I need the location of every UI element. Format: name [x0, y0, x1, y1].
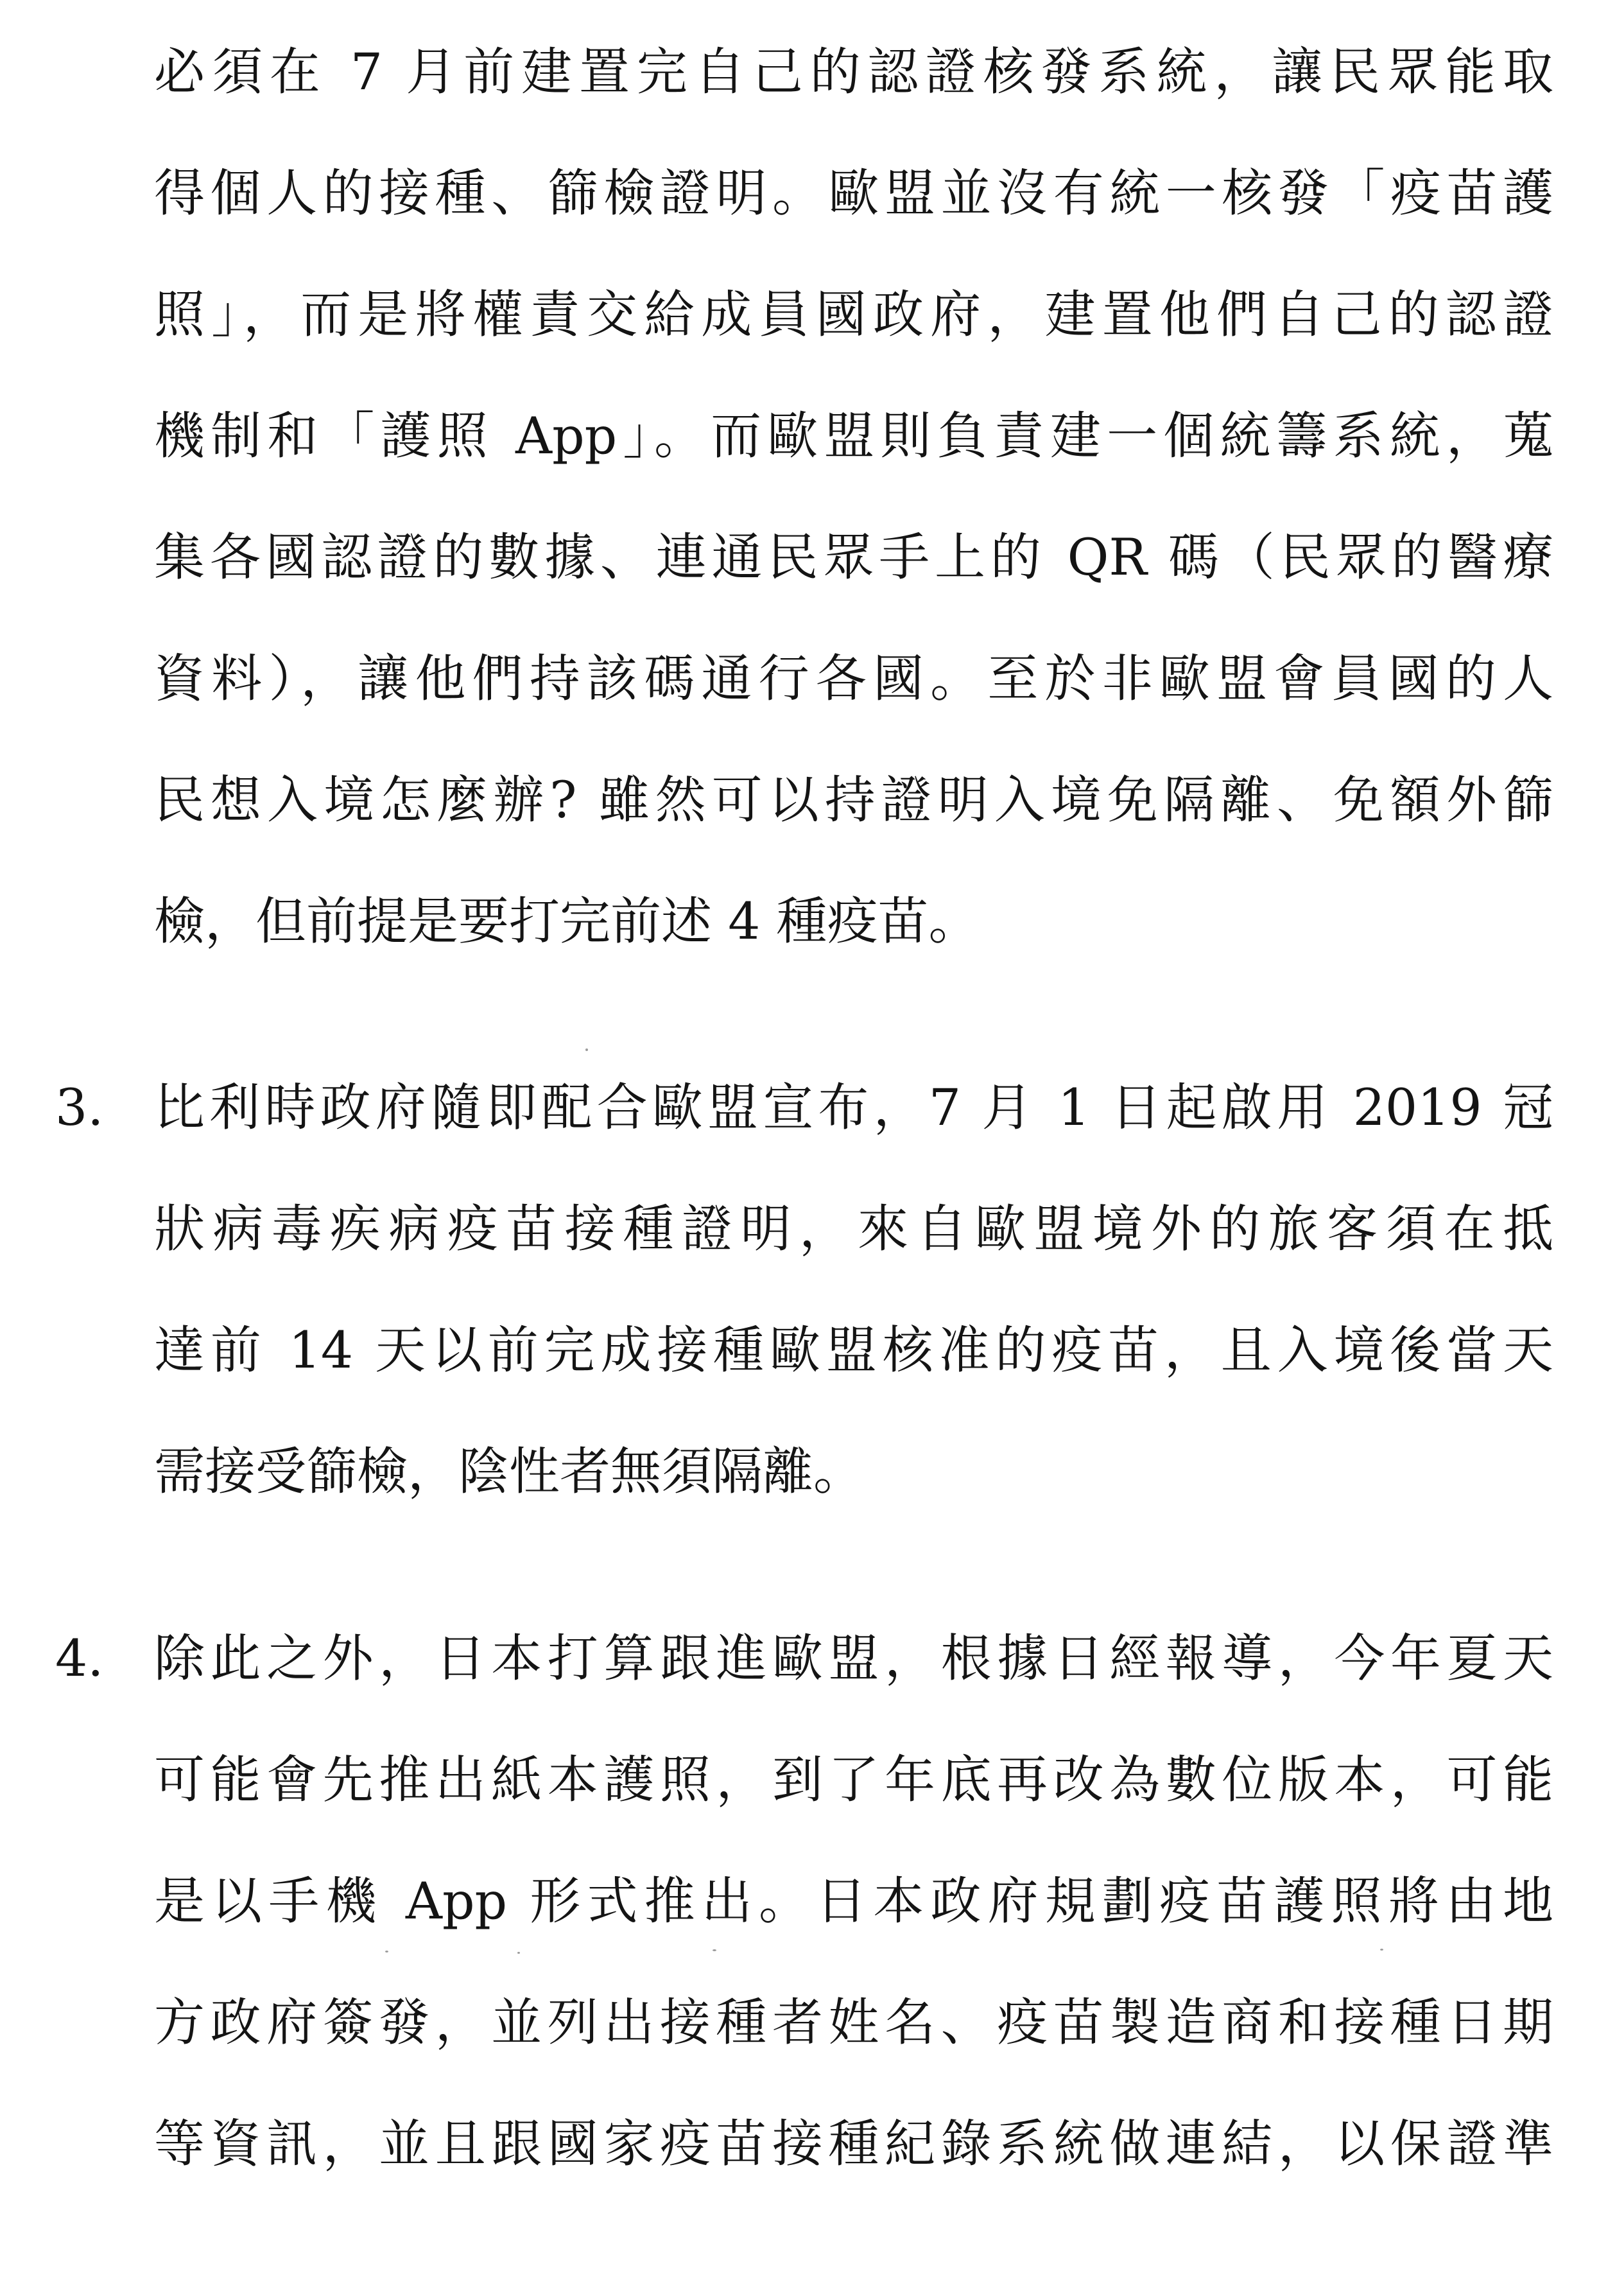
intro-line-3: 照」，而是將權責交給成員國政府，建置他們自己的認證: [154, 285, 1553, 344]
intro-line-1: 必須在 7 月前建置完自己的認證核發系統，讓民眾能取: [154, 42, 1553, 101]
item-3-line-1: 比利時政府隨即配合歐盟宣布，7 月 1 日起啟用 2019 冠: [154, 1078, 1553, 1137]
scan-speck: [713, 1949, 716, 1951]
item-4-line-1: 除此之外，日本打算跟進歐盟，根據日經報導，今年夏天: [154, 1629, 1553, 1688]
intro-line-6: 資料），讓他們持該碼通行各國。至於非歐盟會員國的人: [154, 649, 1553, 708]
item-4-line-4: 方政府簽發，並列出接種者姓名、疫苗製造商和接種日期: [154, 1993, 1553, 2052]
item-3-line-4: 需接受篩檢，陰性者無須隔離。: [154, 1442, 864, 1501]
scan-speck: [1380, 1949, 1383, 1951]
item-4-line-2: 可能會先推出紙本護照，到了年底再改為數位版本，可能: [154, 1750, 1553, 1809]
intro-line-8: 檢，但前提是要打完前述 4 種疫苗。: [154, 892, 980, 951]
item-3-line-2: 狀病毒疾病疫苗接種證明，來自歐盟境外的旅客須在抵: [154, 1199, 1553, 1258]
item-4-line-3: 是以手機 App 形式推出。日本政府規劃疫苗護照將由地: [154, 1872, 1553, 1931]
item-4-line-5: 等資訊，並且跟國家疫苗接種紀錄系統做連結，以保證準: [154, 2114, 1553, 2173]
scan-speck: [585, 1048, 588, 1051]
intro-line-7: 民想入境怎麼辦? 雖然可以持證明入境免隔離、免額外篩: [154, 770, 1553, 830]
intro-line-5: 集各國認證的數據、連通民眾手上的 QR 碼（民眾的醫療: [154, 528, 1553, 587]
item-3-line-3: 達前 14 天以前完成接種歐盟核准的疫苗，且入境後當天: [154, 1321, 1553, 1380]
scan-speck: [517, 1952, 520, 1954]
scan-speck: [385, 1951, 388, 1952]
intro-line-2: 得個人的接種、篩檢證明。歐盟並沒有統一核發「疫苗護: [154, 164, 1553, 223]
list-item-number: 4.: [55, 1629, 104, 1688]
list-item-number: 3.: [55, 1078, 104, 1137]
intro-line-4: 機制和「護照 App」。而歐盟則負責建一個統籌系統，蒐: [154, 406, 1553, 465]
